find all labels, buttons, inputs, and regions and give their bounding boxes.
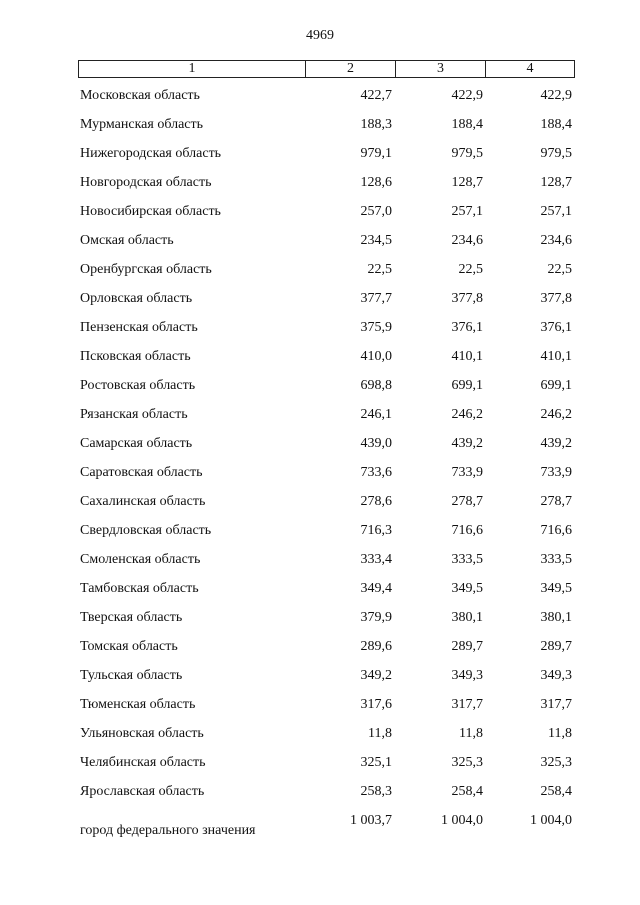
value-col-2: 128,6 <box>360 175 392 190</box>
value-col-3: 246,2 <box>451 407 483 422</box>
table-row <box>80 202 574 231</box>
header-col-2: 2 <box>306 61 396 78</box>
region-name: Мурманская область <box>80 117 204 132</box>
region-name: Саратовская область <box>80 465 203 480</box>
value-col-2: 439,0 <box>360 436 392 451</box>
region-name: Рязанская область <box>80 407 188 422</box>
table-row <box>80 347 574 376</box>
value-col-4: 325,3 <box>540 755 572 770</box>
value-col-2: 375,9 <box>360 320 392 335</box>
region-name: Новосибирская область <box>80 204 221 219</box>
value-col-4: 380,1 <box>540 610 572 625</box>
value-col-2: 325,1 <box>360 755 392 770</box>
value-col-2: 377,7 <box>360 291 392 306</box>
region-name: Тюменская область <box>80 697 196 712</box>
table-row <box>80 376 574 405</box>
value-col-4: 733,9 <box>540 465 572 480</box>
value-col-4: 128,7 <box>540 175 572 190</box>
region-name: Ульяновская область <box>80 726 204 741</box>
value-col-4: 377,8 <box>540 291 572 306</box>
table-row <box>80 318 574 347</box>
value-col-3: 258,4 <box>451 784 483 799</box>
table-row <box>80 405 574 434</box>
table-row <box>80 492 574 521</box>
value-col-3: 278,7 <box>451 494 483 509</box>
region-name: Ярославская область <box>80 784 205 799</box>
value-col-4: 22,5 <box>547 262 572 277</box>
header-col-4: 4 <box>486 61 575 78</box>
value-col-4: 699,1 <box>540 378 572 393</box>
value-col-3: 234,6 <box>451 233 483 248</box>
value-col-2: 257,0 <box>360 204 392 219</box>
region-name: Томская область <box>80 639 178 654</box>
header-col-3: 3 <box>396 61 486 78</box>
table-row <box>80 666 574 695</box>
value-col-3: 349,3 <box>451 668 483 683</box>
value-col-4: 349,5 <box>540 581 572 596</box>
value-col-3: 333,5 <box>451 552 483 567</box>
value-col-2: 333,4 <box>360 552 392 567</box>
value-col-3: 11,8 <box>459 726 483 741</box>
value-col-2: 1 003,7 <box>350 813 392 828</box>
value-col-3: 733,9 <box>451 465 483 480</box>
table-row <box>80 260 574 289</box>
value-col-4: 1 004,0 <box>530 813 572 828</box>
region-name: Псковская область <box>80 349 191 364</box>
region-name: Пензенская область <box>80 320 198 335</box>
region-name: Смоленская область <box>80 552 201 567</box>
table-row <box>80 86 574 115</box>
value-col-2: 733,6 <box>360 465 392 480</box>
table-row <box>80 550 574 579</box>
region-name: Тверская область <box>80 610 183 625</box>
value-col-2: 188,3 <box>360 117 392 132</box>
table-row <box>80 115 574 144</box>
region-name: Самарская область <box>80 436 193 451</box>
region-name: Нижегородская область <box>80 146 222 161</box>
value-col-3: 128,7 <box>451 175 483 190</box>
value-col-4: 234,6 <box>540 233 572 248</box>
value-col-2: 278,6 <box>360 494 392 509</box>
value-col-3: 325,3 <box>451 755 483 770</box>
value-col-3: 716,6 <box>451 523 483 538</box>
header-row <box>79 61 575 78</box>
value-col-3: 376,1 <box>451 320 483 335</box>
table-body <box>80 86 574 840</box>
value-col-4: 376,1 <box>540 320 572 335</box>
value-col-4: 278,7 <box>540 494 572 509</box>
table-row <box>80 811 574 840</box>
value-col-4: 422,9 <box>540 88 572 103</box>
table-row <box>80 724 574 753</box>
table-row <box>80 521 574 550</box>
value-col-3: 349,5 <box>451 581 483 596</box>
table-row <box>80 289 574 318</box>
table-row <box>80 231 574 260</box>
value-col-3: 699,1 <box>451 378 483 393</box>
region-name: Омская область <box>80 233 174 248</box>
value-col-2: 979,1 <box>360 146 392 161</box>
table-row <box>80 753 574 782</box>
region-name: Оренбургская область <box>80 262 212 277</box>
value-col-2: 258,3 <box>360 784 392 799</box>
value-col-4: 349,3 <box>540 668 572 683</box>
value-col-3: 439,2 <box>451 436 483 451</box>
value-col-2: 246,1 <box>360 407 392 422</box>
value-col-4: 410,1 <box>540 349 572 364</box>
region-name: Московская область <box>80 88 200 103</box>
value-col-3: 422,9 <box>451 88 483 103</box>
region-name: Сахалинская область <box>80 494 206 509</box>
region-name: Тульская область <box>80 668 183 683</box>
table-row <box>80 173 574 202</box>
value-col-3: 380,1 <box>451 610 483 625</box>
value-col-4: 246,2 <box>540 407 572 422</box>
table-header <box>78 60 575 78</box>
value-col-3: 289,7 <box>451 639 483 654</box>
value-col-2: 379,9 <box>360 610 392 625</box>
region-name: Тамбовская область <box>80 581 199 596</box>
table-row <box>80 434 574 463</box>
value-col-4: 439,2 <box>540 436 572 451</box>
value-col-4: 716,6 <box>540 523 572 538</box>
table-row <box>80 637 574 666</box>
value-col-4: 333,5 <box>540 552 572 567</box>
value-col-2: 716,3 <box>360 523 392 538</box>
value-col-4: 979,5 <box>540 146 572 161</box>
region-name: Орловская область <box>80 291 193 306</box>
value-col-3: 188,4 <box>451 117 483 132</box>
region-name: город федерального значения <box>80 823 256 838</box>
value-col-2: 234,5 <box>360 233 392 248</box>
value-col-4: 188,4 <box>540 117 572 132</box>
value-col-3: 257,1 <box>451 204 483 219</box>
value-col-4: 257,1 <box>540 204 572 219</box>
value-col-4: 289,7 <box>540 639 572 654</box>
table-row <box>80 579 574 608</box>
value-col-2: 698,8 <box>360 378 392 393</box>
value-col-3: 979,5 <box>451 146 483 161</box>
value-col-3: 22,5 <box>458 262 483 277</box>
region-name: Челябинская область <box>80 755 206 770</box>
value-col-2: 349,4 <box>360 581 392 596</box>
value-col-2: 22,5 <box>367 262 392 277</box>
table-row <box>80 695 574 724</box>
value-col-3: 377,8 <box>451 291 483 306</box>
table-row <box>80 463 574 492</box>
value-col-2: 317,6 <box>360 697 392 712</box>
table-row <box>80 782 574 811</box>
value-col-2: 289,6 <box>360 639 392 654</box>
value-col-3: 410,1 <box>451 349 483 364</box>
page-number: 4969 <box>306 28 334 43</box>
region-name: Новгородская область <box>80 175 212 190</box>
region-name: Свердловская область <box>80 523 212 538</box>
header-col-1: 1 <box>79 61 306 78</box>
value-col-4: 317,7 <box>540 697 572 712</box>
value-col-2: 11,8 <box>368 726 392 741</box>
region-name: Ростовская область <box>80 378 196 393</box>
table-row <box>80 144 574 173</box>
value-col-2: 410,0 <box>360 349 392 364</box>
value-col-3: 317,7 <box>451 697 483 712</box>
value-col-4: 11,8 <box>548 726 572 741</box>
value-col-4: 258,4 <box>540 784 572 799</box>
value-col-2: 422,7 <box>360 88 392 103</box>
value-col-3: 1 004,0 <box>441 813 483 828</box>
value-col-2: 349,2 <box>360 668 392 683</box>
table-row <box>80 608 574 637</box>
